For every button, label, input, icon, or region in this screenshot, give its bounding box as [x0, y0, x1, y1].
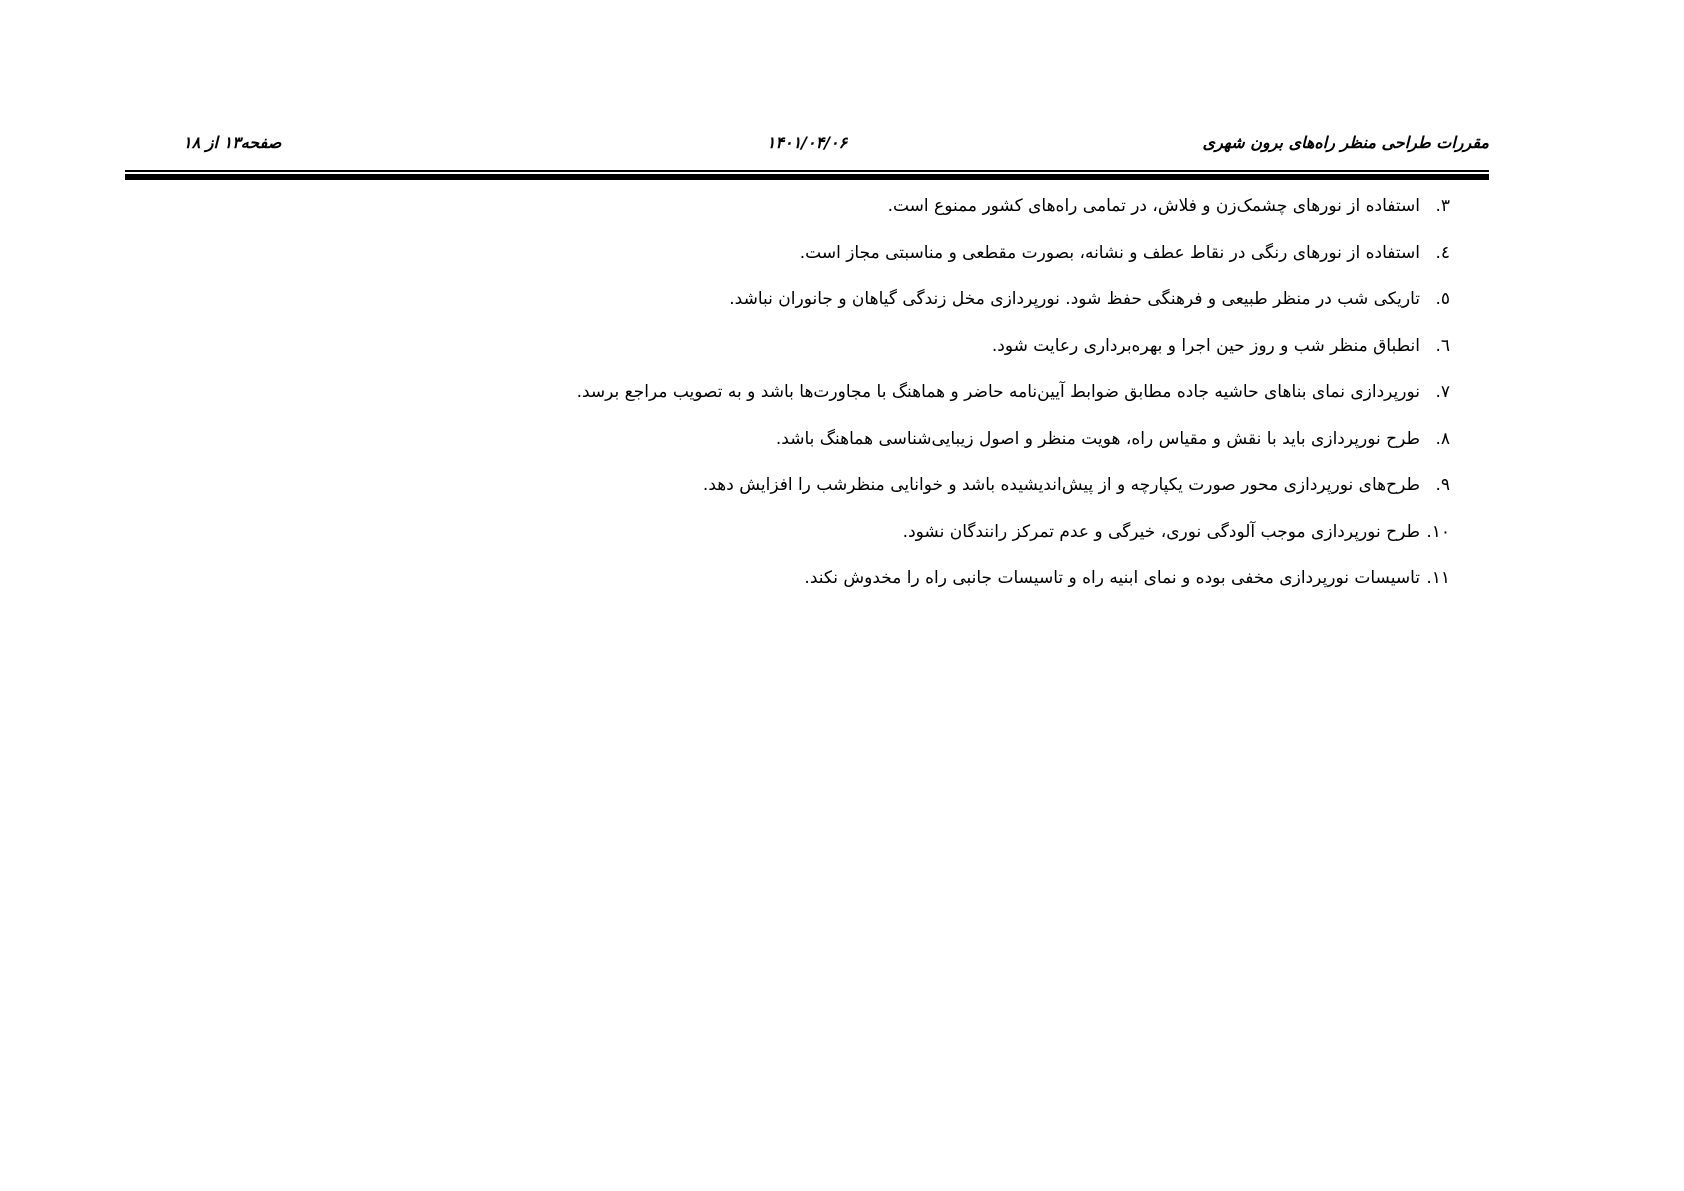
list-item-number: ۱۰.	[1426, 521, 1450, 542]
header-rule-thick	[125, 174, 1489, 180]
list-item-8	[150, 425, 1450, 472]
list-item-4	[150, 239, 1450, 286]
list-item-number: ۷.	[1435, 382, 1450, 402]
list-item-text: استفاده از نورهای چشمک‌زن و فلاش، در تمامی راه‌های کشور ممنوع است.	[887, 196, 1420, 216]
list-item-text: طرح‌های نورپردازی محور صورت یکپارچه و از پیش‌اندیشیده باشد و خوانایی منظرشب را افزایش دهد.	[702, 475, 1420, 495]
list-item-number: ۱۱.	[1426, 568, 1450, 588]
list-item-7	[150, 378, 1450, 425]
header-page-number: صفحه۱۳ از ۱۸	[183, 133, 282, 152]
list-item-text: نورپردازی نمای بناهای حاشیه جاده مطابق ضوابط آیین‌نامه حاضر و هماهنگ با مجاورت‌ها باشد و به تصویب مراجع برسد.	[576, 382, 1420, 402]
list-item-9	[150, 471, 1450, 518]
list-item-11	[150, 564, 1450, 611]
list-item-number: ٥.	[1435, 289, 1450, 309]
list-item-text: تاسیسات نورپردازی مخفی بوده و نمای ابنیه راه و تاسیسات جانبی راه را مخدوش نکند.	[804, 568, 1420, 588]
list-item-text: استفاده از نورهای رنگی در نقاط عطف و نشانه، بصورت مقطعی و مناسبتی مجاز است.	[799, 242, 1420, 263]
header-rule-thin	[125, 170, 1489, 172]
list-item-number: ۹.	[1435, 475, 1450, 495]
list-item-5	[150, 285, 1450, 332]
list-item-number: ٦.	[1435, 335, 1450, 356]
list-item-text: طرح نورپردازی باید با نقش و مقیاس راه، هویت منظر و اصول زیبایی‌شناسی هماهنگ باشد.	[775, 428, 1420, 449]
header-date: ۱۴۰۱/۰۴/۰۶	[766, 133, 848, 152]
list-item-3	[150, 192, 1450, 239]
list-item-number: ٤.	[1435, 242, 1450, 263]
list-item-number: ۸.	[1435, 428, 1450, 449]
list-item-text: تاریکی شب در منظر طبیعی و فرهنگی حفظ شود. نورپردازی مخل زندگی گیاهان و جانوران نباشد.	[729, 289, 1420, 309]
list-item-6	[150, 332, 1450, 379]
list-item-text: طرح نورپردازی موجب آلودگی نوری، خیرگی و عدم تمرکز رانندگان نشود.	[902, 521, 1420, 542]
list-item-number: ۳.	[1435, 196, 1450, 216]
header-title: مقررات طراحی منظر راه‌های برون شهری	[1202, 133, 1489, 152]
numbered-list	[150, 192, 1450, 611]
list-item-10	[150, 518, 1450, 565]
list-item-text: انطباق منظر شب و روز حین اجرا و بهره‌برداری رعایت شود.	[991, 335, 1420, 356]
page-header	[125, 132, 1489, 162]
